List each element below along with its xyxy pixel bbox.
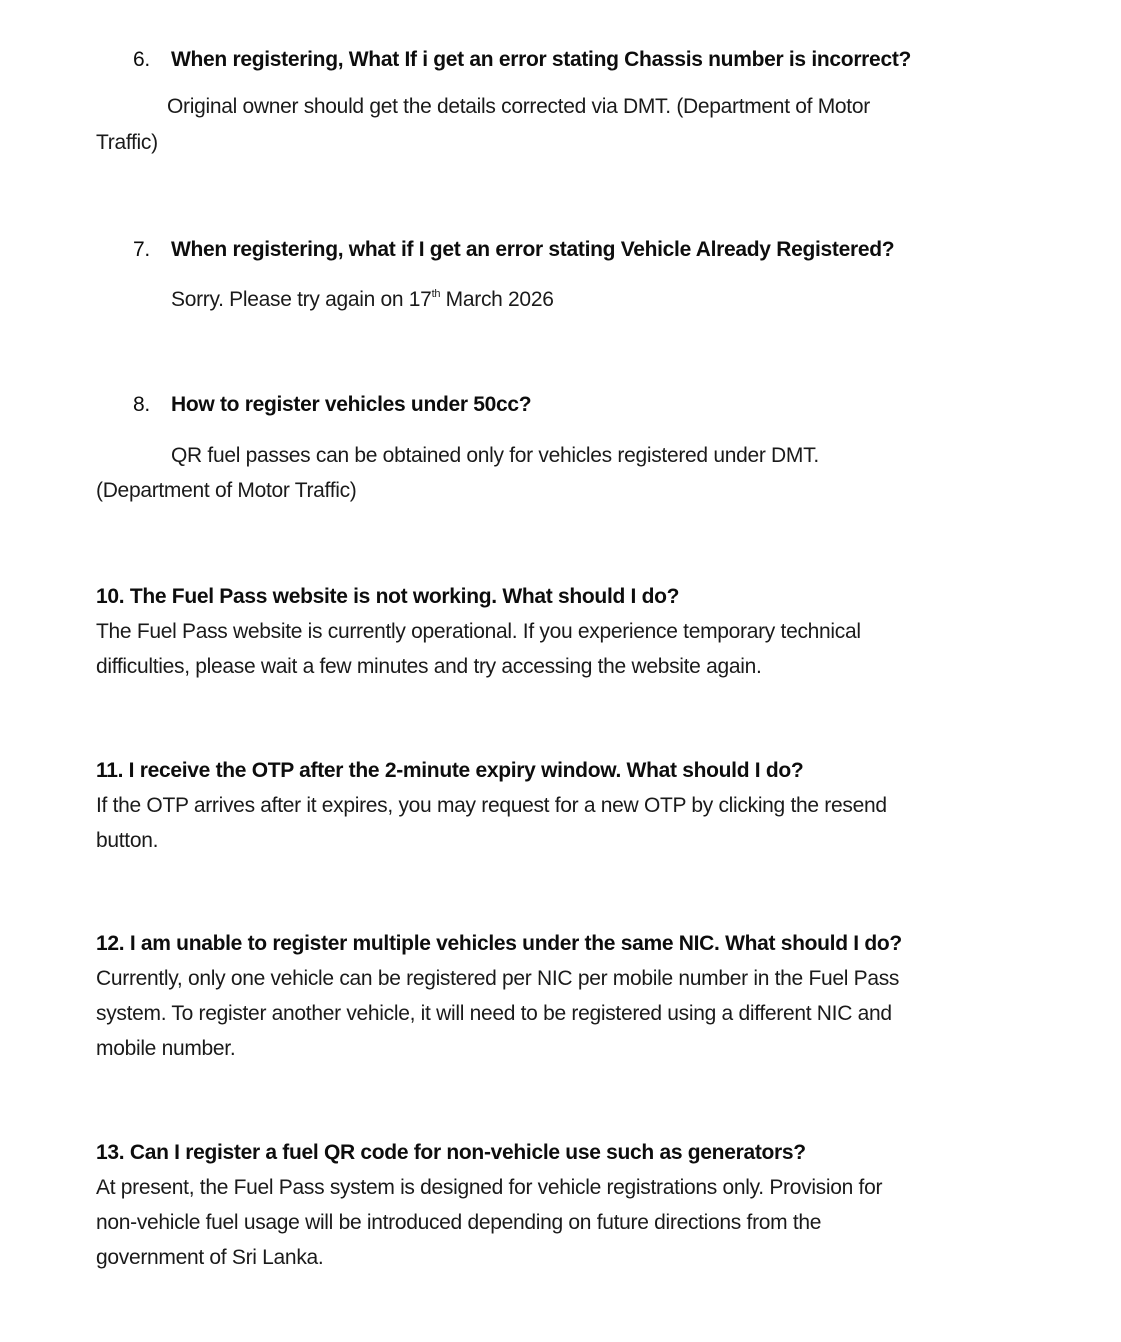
faq-question-11: 11. I receive the OTP after the 2-minute expiry window. What should I do? [96,759,804,782]
faq-question-13: 13. Can I register a fuel QR code for non-vehicle use such as generators? [96,1141,806,1164]
answer-suffix: March 2026 [440,288,554,311]
answer-line: The Fuel Pass website is currently operational. If you experience temporary technical [96,620,861,643]
ordinal-suffix: th [431,288,441,300]
faq-answer-12 [96,961,1056,1066]
faq-question-12: 12. I am unable to register multiple vehicles under the same NIC. What should I do? [96,932,902,955]
faq-answer-6-line-1: Original owner should get the details corrected via DMT. (Department of Motor [167,95,870,118]
answer-line: system. To register another vehicle, it will need to be registered using a different NIC and [96,1002,892,1025]
answer-line: At present, the Fuel Pass system is designed for vehicle registrations only. Provision for [96,1176,883,1199]
answer-line: If the OTP arrives after it expires, you may request for a new OTP by clicking the resend [96,794,887,817]
faq-number: 7. [133,238,150,261]
faq-answer-13 [96,1170,1056,1275]
faq-answer-6-line-2: Traffic) [96,131,158,154]
faq-item-12 [96,929,1056,1066]
faq-number: 6. [133,48,150,71]
answer-line: difficulties, please wait a few minutes and try accessing the website again. [96,655,762,678]
faq-item-13 [96,1138,1056,1275]
faq-answer-8-line-2: (Department of Motor Traffic) [96,479,357,502]
answer-prefix: Sorry. Please try again on 17 [171,288,432,311]
faq-question-7 [133,238,894,262]
faq-answer-10 [96,614,1056,684]
faq-question-text: When registering, What If i get an error stating Chassis number is incorrect? [171,48,912,71]
faq-number: 8. [133,393,150,416]
answer-line: mobile number. [96,1037,236,1060]
faq-question-8 [133,393,531,417]
faq-answer-11 [96,788,1056,858]
faq-question-text: When registering, what if I get an error stating Vehicle Already Registered? [171,238,895,261]
faq-item-10 [96,582,1056,684]
faq-question-6 [133,48,911,72]
faq-answer-7 [171,288,554,312]
answer-line: button. [96,829,159,852]
faq-answer-8-line-1: QR fuel passes can be obtained only for vehicles registered under DMT. [171,444,819,467]
answer-line: non-vehicle fuel usage will be introduced depending on future directions from the [96,1211,822,1234]
faq-question-10: 10. The Fuel Pass website is not working. What should I do? [96,585,680,608]
faq-item-11 [96,756,1056,858]
faq-question-text: How to register vehicles under 50cc? [171,393,532,416]
answer-line: government of Sri Lanka. [96,1246,324,1269]
answer-line: Currently, only one vehicle can be registered per NIC per mobile number in the Fuel Pass [96,967,900,990]
